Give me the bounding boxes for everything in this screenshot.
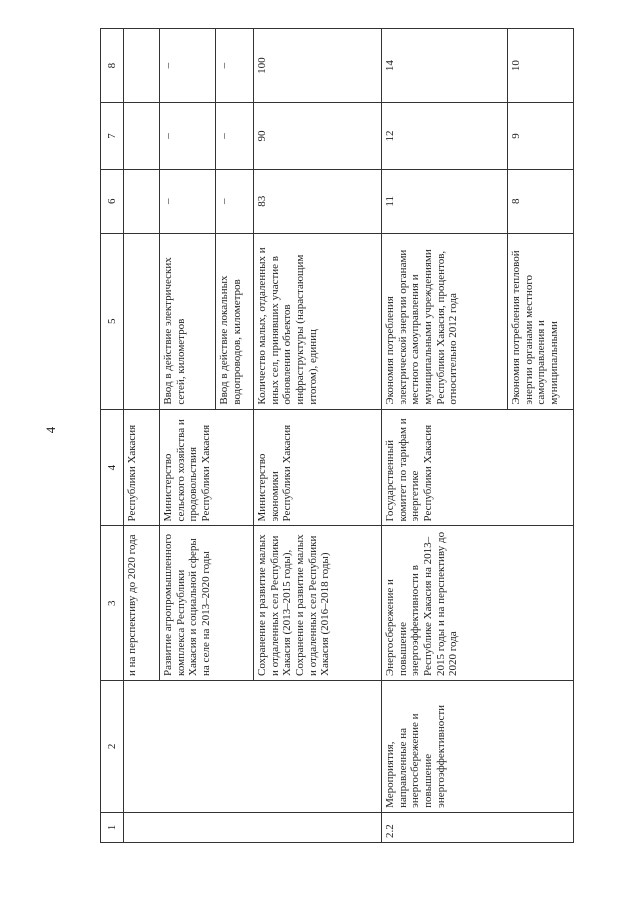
indicator-cell: Экономия потребления тепловой энергии органами местного самоуправления и муниципальными	[508, 233, 574, 409]
value-cell: 11	[382, 169, 508, 233]
header-cell: 1	[101, 812, 124, 842]
indicator-cell: Ввод в действие электрических сетей, километров	[160, 233, 216, 409]
executor-cell: Республики Хакасия	[124, 409, 160, 526]
program-cell: и на перспективу до 2020 года	[124, 526, 160, 681]
value-cell: 10	[508, 29, 574, 103]
table-row	[382, 29, 508, 843]
indicator-cell	[124, 233, 160, 409]
section-name-cell	[124, 680, 382, 812]
program-table	[100, 28, 574, 843]
table-row	[124, 29, 160, 843]
header-cell: 5	[101, 233, 124, 409]
program-cell: Развитие агропромышленного комплекса Республики Хакасия и социальной сферы на селе на 2013–2020 годы	[160, 526, 254, 681]
value-cell: 100	[254, 29, 382, 103]
value-cell: –	[216, 29, 254, 103]
executor-cell: Министерство сельского хозяйства и продовольствия Республики Хакасия	[160, 409, 254, 526]
value-cell: –	[160, 29, 216, 103]
value-cell: 14	[382, 29, 508, 103]
header-cell: 8	[101, 29, 124, 103]
header-cell: 7	[101, 103, 124, 170]
program-cell: Сохранение и развитие малых и отдаленных сел Республики Хакасия (2013–2015 годы), Сохранение и развитие малых и отдаленных сел Республики Хакасия (2016–2018 годы)	[254, 526, 382, 681]
value-cell	[124, 29, 160, 103]
indicator-cell: Количество малых, отдаленных и иных сел, принявших участие в обновлении объектов инфраструктуры (нарастающим итогом), единиц	[254, 233, 382, 409]
section-name-cell: Мероприятия, направленные на энергосбережение и повышение энергоэффективности	[382, 680, 574, 812]
value-cell: 9	[508, 103, 574, 170]
indicator-cell: Экономия потребления электрической энергии органами местного самоуправления и муниципальными учреждениями Республики Хакасия, процентов, относительно 2012 года	[382, 233, 508, 409]
row-number-cell	[124, 812, 382, 842]
value-cell: 8	[508, 169, 574, 233]
row-number-cell: 2.2	[382, 812, 574, 842]
header-cell: 3	[101, 526, 124, 681]
header-cell: 6	[101, 169, 124, 233]
executor-cell: Министерство экономики Республики Хакасия	[254, 409, 382, 526]
header-cell: 2	[101, 680, 124, 812]
indicator-cell: Ввод в действие локальных водопроводов, километров	[216, 233, 254, 409]
value-cell: 90	[254, 103, 382, 170]
value-cell	[124, 169, 160, 233]
value-cell: 12	[382, 103, 508, 170]
value-cell: 83	[254, 169, 382, 233]
page-number: 4	[43, 426, 58, 434]
executor-cell: Государственный комитет по тарифам и энергетике Республики Хакасия	[382, 409, 574, 526]
value-cell: –	[216, 103, 254, 170]
table-viewport	[100, 28, 560, 843]
value-cell: –	[160, 103, 216, 170]
value-cell: –	[160, 169, 216, 233]
program-cell: Энергосбережение и повышение энергоэффективности в Республике Хакасия на 2013–2015 годы и на перспективу до 2020 года	[382, 526, 574, 681]
value-cell: –	[216, 169, 254, 233]
header-cell: 4	[101, 409, 124, 526]
header-row	[101, 29, 124, 843]
value-cell	[124, 103, 160, 170]
